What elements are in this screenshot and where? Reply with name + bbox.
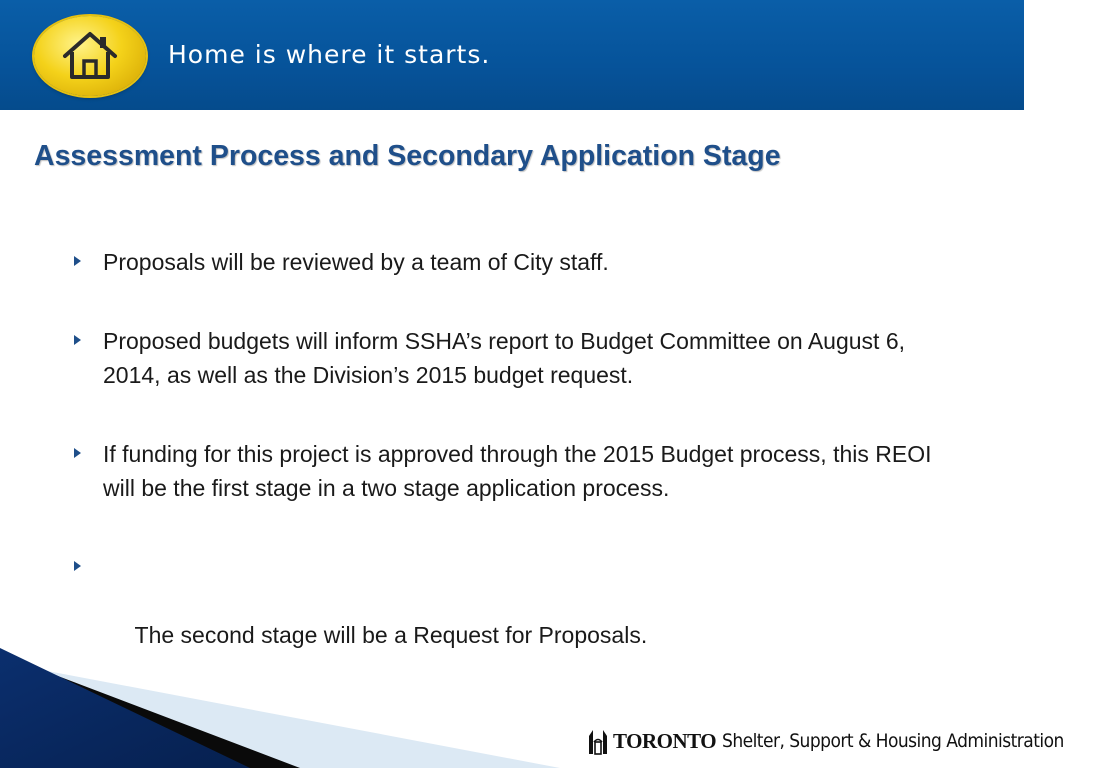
house-icon bbox=[62, 30, 118, 82]
agency-name: Shelter, Support & Housing Administration bbox=[722, 730, 1064, 752]
footer-logo bbox=[587, 724, 1102, 758]
triangle-bullet-icon bbox=[74, 256, 81, 266]
home-logo-badge bbox=[34, 16, 146, 96]
triangle-bullet-icon bbox=[74, 335, 81, 345]
triangle-bullet-icon bbox=[74, 448, 81, 458]
triangle-bullet-icon bbox=[74, 561, 81, 571]
slide-title: Assessment Process and Secondary Application Stage bbox=[34, 140, 781, 172]
toronto-wordmark: TORONTO bbox=[613, 728, 717, 753]
bullet-item bbox=[72, 245, 952, 279]
tagline: Home is where it starts. bbox=[168, 40, 491, 69]
bullet-text: Proposals will be reviewed by a team of City staff. bbox=[103, 249, 609, 275]
bullet-item bbox=[72, 324, 952, 392]
bullet-item bbox=[72, 437, 952, 505]
bullet-text: The second stage will be a Request for Proposals. bbox=[128, 622, 648, 648]
bullet-text: If funding for this project is approved through the 2015 Budget process, this REOI will be the first stage in a two stage application process. bbox=[103, 441, 932, 501]
header-band bbox=[0, 0, 1024, 110]
city-hall-icon bbox=[587, 728, 609, 754]
bullet-text: Proposed budgets will inform SSHA’s report to Budget Committee on August 6, 2014, as well as the Division’s 2015 budget request. bbox=[103, 328, 906, 388]
